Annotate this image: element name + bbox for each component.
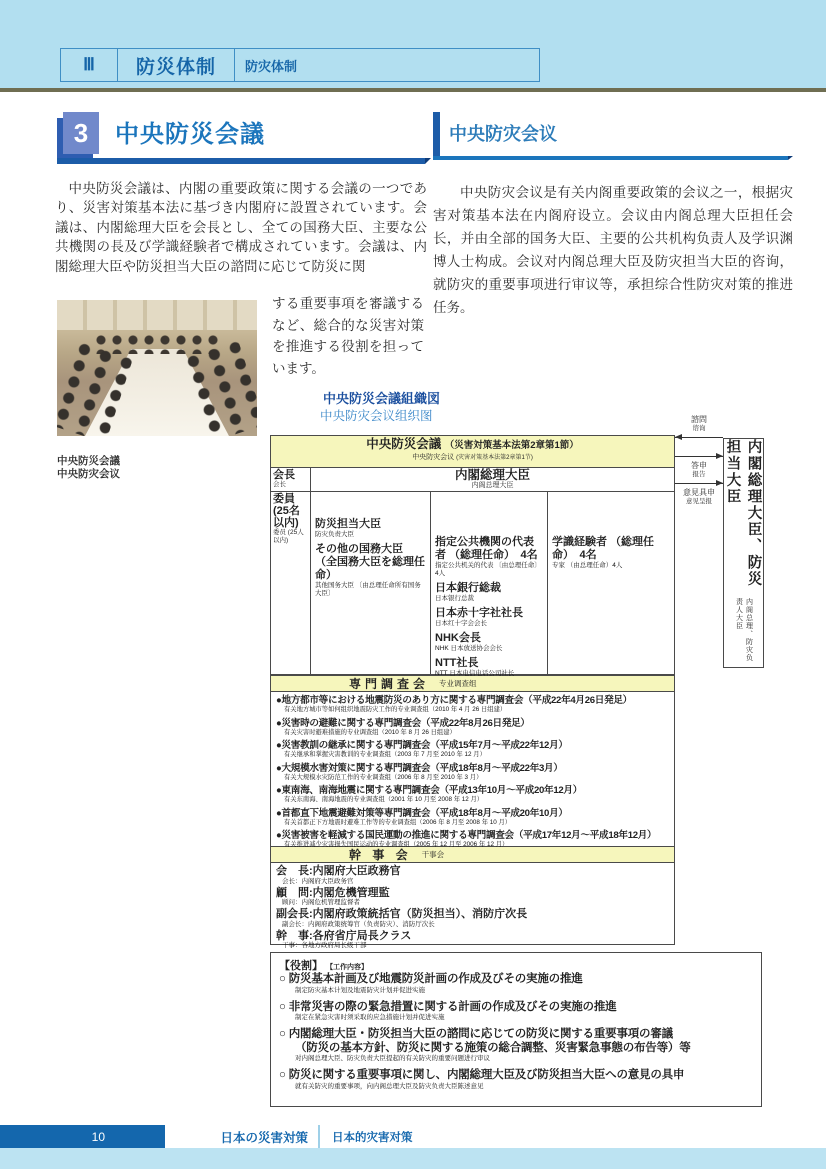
chart-header-ja-note: （災害対策基本法第2章第1節） xyxy=(444,440,579,451)
section-underline-zh xyxy=(433,156,788,160)
members-row xyxy=(271,492,674,675)
intro-paragraph-ja: 中央防災会議は、内閣の重要政策に関する会議の一つであり、災害対策基本法に基づき内閣府に設置されています。会議は、内閣総理大臣を会長とし、全ての国務大臣、主要な公共機関の長及び学識経験者で構成されています。会議は、内閣総理大臣や防災担当大臣の諮問に応じて防災に関 xyxy=(55,181,427,274)
header-rule xyxy=(0,88,826,92)
chart-header-band xyxy=(271,436,674,468)
members-label-zh: 委员 (25人 以内) xyxy=(273,529,304,544)
page-number: 10 xyxy=(0,1125,165,1148)
arrow-label-iken-zh: 意见呈报 xyxy=(686,498,712,505)
intro-paragraph-zh: 中央防灾会议是有关内阁重要政策的会议之一，根据灾害对策基本法在内阁府设立。会议由内阁总理大臣担任会长，并由全部的国务大臣、主要的公共机构负责人及学识渊博人士构成。会议对内阁总理大臣及防灾担当大臣的咨询，就防灾的重要事项进行审议等，承担综合性防灾对策的推进任务。 xyxy=(433,185,793,315)
senmon-band xyxy=(271,675,674,692)
chapter-number: Ⅲ xyxy=(61,49,118,81)
chapter-header xyxy=(60,48,540,82)
roles-label-ja: 【役割】 xyxy=(279,960,323,972)
members-label-ja: 委員 (25名 以内) xyxy=(273,493,300,529)
org-chart xyxy=(270,435,675,949)
chapter-title-zh: 防灾体制 xyxy=(245,58,298,74)
section-heading-ja xyxy=(55,108,427,166)
kanjikai-band xyxy=(271,846,674,863)
role-item: ○ 防災基本計画及び地震防災計画の作成及びその実施の推進 xyxy=(279,973,583,985)
chart-header-zh: 中央防灾会议 xyxy=(412,454,455,461)
chairman-value-ja: 内閣総理大臣 xyxy=(454,468,530,482)
prime-minister-box-zh: 内阁总理、防灾负责人大臣 xyxy=(735,598,753,663)
intro-paragraph-ja-wrapped: する重要事項を審議するなど、総合的な災害対策を推進する役割を担っています。 xyxy=(272,296,424,376)
members-col-ministers: 防災担当大臣 防灾负责大臣 その他の国務大臣 （全国務大臣を総理任命） 其他国务大臣 〔由总理任命所有国务大臣〕 xyxy=(311,492,431,674)
section-underline xyxy=(57,158,425,164)
arrow-left-icon xyxy=(675,437,723,438)
arrow-label-toshin-ja: 答申 xyxy=(691,461,707,470)
chairman-row xyxy=(271,468,674,492)
chart-title-zh: 中央防灾会议组织图 xyxy=(320,409,433,423)
members-col-experts: 学識経験者 （総理任命） 4名 专家 （由总理任命）4人 xyxy=(552,536,655,569)
role-item: ○ 内閣総理大臣・防災担当大臣の諮問に応じての防災に関する重要事項の審議 xyxy=(279,1028,673,1040)
arrow-right-icon xyxy=(675,483,723,484)
photo-caption-ja: 中央防災会議 xyxy=(57,455,120,467)
senmon-item: ●災害教訓の継承に関する専門調査会（平成15年7月～平成22年12月） xyxy=(276,740,568,751)
footer xyxy=(0,1125,826,1148)
section-title-zh: 中央防灾会议 xyxy=(449,124,557,144)
kanjikai-band-zh: 干事会 xyxy=(421,850,445,859)
chapter-title-ja: 防災体制 xyxy=(118,49,235,81)
senmon-item: ●災害時の避難に関する専門調査会（平成22年8月26日発足） xyxy=(276,717,530,729)
senmon-band-ja: 専門調査会 xyxy=(349,677,430,691)
senmon-item: ●東南海、南海地震に関する専門調査会（平成13年10月～平成20年12月） xyxy=(276,785,583,796)
senmon-item: ●地方都市等における地震防災のあり方に関する専門調査会（平成22年4月26日発足） xyxy=(276,695,632,706)
section-heading-zh xyxy=(433,112,790,162)
chart-header-ja: 中央防災会議 xyxy=(366,437,442,451)
senmon-item: ●災害被害を軽減する国民運動の推進に関する専門調査会（平成17年12月～平成18年12月） xyxy=(276,830,657,841)
footer-title-ja: 日本の災害対策 xyxy=(165,1125,320,1148)
kanjikai-item: 副会長:内閣府政策統括官（防災担当）、消防庁次長 xyxy=(276,908,528,920)
arrow-label-toshin-zh: 报告 xyxy=(692,471,706,478)
chart-header-zh-note: (灾害对策基本法第2章第1节) xyxy=(456,455,533,461)
footer-band xyxy=(0,1148,826,1169)
arrow-label-shimon-ja: 諮問 xyxy=(691,415,707,424)
chart-title-ja: 中央防災会議組織図 xyxy=(323,391,441,406)
role-item: ○ 非常災害の際の緊急措置に関する計画の作成及びその実施の推進 xyxy=(279,1000,617,1013)
section-title-ja: 中央防災会議 xyxy=(115,121,265,148)
members-col-public-orgs: 指定公共機関の代表者 （総理任命） 4名 指定公共机关的代表 〔由总理任命〕4人 日本銀行総裁 日本银行总裁 日本赤十字社社長 日本红十字会会长 NHK会長 NHK 日本放送协会会长 NTT社長 NTT 日本电信电话公司社长 xyxy=(431,492,548,674)
kanjikai-item: 幹 事:各府省庁局長クラス xyxy=(276,929,412,942)
chairman-value-zh: 内阁总理大臣 xyxy=(471,482,514,489)
arrow-right-icon xyxy=(675,456,723,457)
kanjikai-item: 顧 問:内閣危機管理監 xyxy=(276,886,390,899)
photo-caption-zh: 中央防灾会议 xyxy=(57,468,120,480)
roles-label-zh: 【工作内容】 xyxy=(326,964,369,971)
arrow-label-shimon-zh: 谘询 xyxy=(692,425,706,432)
kanjikai-band-ja: 幹 事 会 xyxy=(349,848,412,862)
consultation-arrows xyxy=(675,415,723,545)
senmon-item: ●首都直下地震避難対策等専門調査会（平成18年8月～平成20年10月） xyxy=(276,807,568,819)
kanjikai-list: 会 長:内閣府大臣政務官 会长：内阁府大臣政务官 顧 問:内閣危機管理監 顾问：内阁危机管理监督者 副会長:内閣府政策統括官（防災担当）、消防庁次長 副会长：内阁府政策统筹官（负责防灾）、消防厅次长 幹 事:各府省庁局長クラス 干事：各地方政府局长级干部 xyxy=(271,863,674,950)
photo-caption xyxy=(57,455,120,481)
arrow-label-iken-ja: 意見具申 xyxy=(683,488,715,497)
senmon-item: ●大規模水害対策に関する専門調査会（平成18年8月～平成22年3月） xyxy=(276,762,563,774)
senmon-list: ●地方都市等における地震防災のあり方に関する専門調査会（平成22年4月26日発足） 有关地方城市等如何组织地震防灾工作的专业调查组（2010 年 4 月 26 日组建） ●災害時の避難に関する専門調査会（平成22年8月26日発足） 有关灾害时避难措施的专业调查组（2010 年 8 月 26 日组建） ●災害教訓の継承に関する専門調査会（平成15年7月～平成22年12月） 有关继承和掌握灾害教训的专业调查组（2003 年 7 月至 2010 年 12 月） ●大規模水害対策に関する専門調査会（平成18年8月～平成22年3月） 有关大规模水灾防范工作的专业调查组（2006 年 8 月至 2010 年 3 月） ●東南海、南海地震に関する専門調査会（平成13年10月～平成20年12月） 有关东南海、南海地震的专业调查组（2001 年 10 月至 2008 年 12 月） ●首都直下地震避難対策等専門調査会（平成18年8月～平成20年10月） 有关首都正下方地震时避难工作等的专业调查组（2006 年 8 月至 2008 年 10 月） ●災害被害を軽減する国民運動の推進に関する専門調査会（平成17年12月～平成18年12月） 有关推进减少灾害损失国民运动的专业调查组（2005 年 12 月至 2006 年 12 月） xyxy=(271,692,674,846)
role-item: ○ 防災に関する重要事項に関し、内閣総理大臣及び防災担当大臣への意見の具申 xyxy=(279,1069,685,1081)
footer-title-zh: 日本的灾害对策 xyxy=(332,1131,413,1144)
kanjikai-item: 会 長:内閣府大臣政務官 xyxy=(276,865,401,877)
section-number-badge: 3 xyxy=(63,112,99,154)
senmon-band-zh: 专业调查组 xyxy=(439,679,477,688)
chairman-label-zh: 会长 xyxy=(273,481,286,488)
prime-minister-box xyxy=(723,438,764,668)
accent-bar xyxy=(433,112,440,156)
meeting-photo xyxy=(57,300,257,436)
chairman-label-ja: 会長 xyxy=(273,469,295,481)
roles-box: 【役割】 【工作内容】 ○ 防災基本計画及び地震防災計画の作成及びその実施の推進 制定防灾基本计划及地震防灾计划并促进实施 ○ 非常災害の際の緊急措置に関する計画の作成及びその実施の推進 制定在紧急灾害时须采取的应急措施计划并促进实施 ○ 内閣総理大臣・防災担当大臣の諮問に応じての防災に関する重要事項の審議 （防災の基本方針、防災に関する施策の総合調整、災害緊急事態の布告等）等 对内阁总理大臣、防灾负责大臣提起的有关防灾的重要问题进行审议 ○ 防災に関する重要事項に関し、内閣総理大臣及び防災担当大臣への意見の具申 就有关防灾的重要事项，向内阁总理大臣及防灾负责大臣陈述意见 xyxy=(270,952,762,1107)
prime-minister-box-ja: 内閣総理大臣、防災担当大臣 xyxy=(724,439,762,588)
